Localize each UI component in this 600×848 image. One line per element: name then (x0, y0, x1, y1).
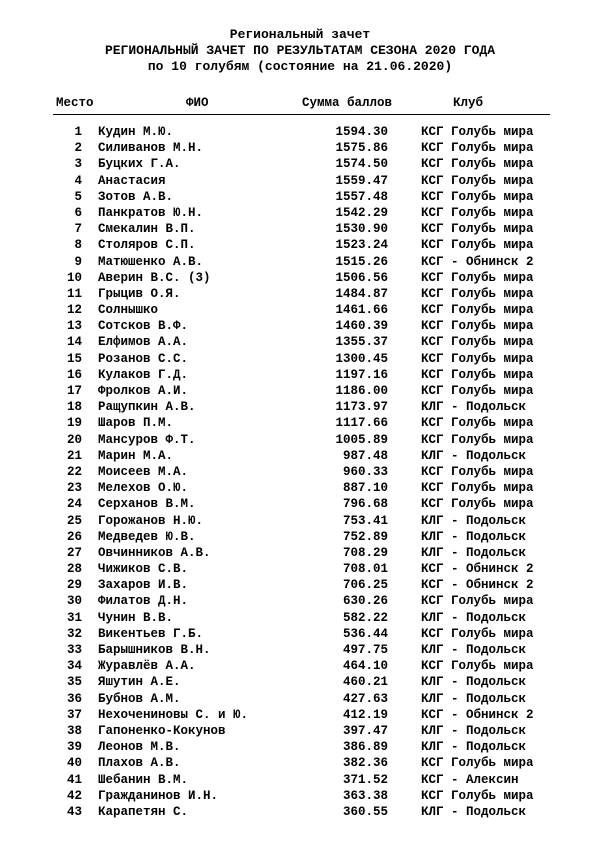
row-score: 1117.66 (335, 416, 388, 431)
row-score: 412.19 (342, 707, 388, 722)
row-name: Бубнов А.М. (98, 691, 181, 706)
row-score: 1005.89 (335, 432, 388, 447)
row-club: КСГ Голубь мира (421, 222, 534, 237)
row-name: Моисеев М.А. (98, 464, 189, 479)
row-score: 397.47 (342, 723, 388, 738)
column-header-score: Сумма баллов (302, 96, 393, 110)
row-name: Горожанов Н.Ю. (98, 513, 204, 528)
row-name: Аверин В.С. (3) (98, 270, 211, 285)
row-place: 14 (66, 335, 82, 350)
results-table (0, 124, 600, 820)
table-row (0, 270, 600, 286)
row-place: 20 (66, 432, 82, 447)
row-name: Смекалин В.П. (98, 222, 196, 237)
row-club: КСГ Голубь мира (421, 432, 534, 447)
row-score: 706.25 (342, 578, 388, 593)
row-club: КСГ Голубь мира (421, 384, 534, 398)
row-score: 1484.87 (335, 286, 388, 301)
row-club: КСГ Голубь мира (421, 238, 534, 253)
row-place: 43 (66, 804, 82, 819)
row-score: 796.68 (342, 497, 388, 512)
row-name: Журавлёв А.А. (98, 659, 196, 674)
row-place: 23 (66, 481, 82, 496)
row-name: Мелехов О.Ю. (98, 481, 189, 496)
row-place: 42 (66, 788, 82, 803)
row-score: 1506.56 (335, 270, 388, 285)
row-place: 4 (74, 173, 82, 188)
row-club: КСГ Голубь мира (421, 659, 534, 674)
row-score: 1542.29 (335, 205, 388, 220)
row-score: 1461.66 (335, 303, 388, 318)
row-place: 10 (66, 270, 82, 285)
row-club: КСГ - Обнинск 2 (421, 254, 534, 269)
row-club: КСГ Голубь мира (421, 270, 534, 285)
row-place: 19 (66, 416, 82, 431)
row-score: 960.33 (342, 464, 388, 479)
row-club: КЛГ - Подольск (421, 448, 527, 463)
row-name: Чунин В.В. (98, 610, 174, 625)
row-score: 1355.37 (335, 335, 388, 350)
row-place: 29 (66, 578, 82, 593)
row-club: КЛГ - Подольск (421, 400, 527, 415)
row-place: 27 (66, 545, 82, 560)
row-club: КСГ Голубь мира (421, 351, 534, 366)
row-score: 1197.16 (335, 367, 388, 382)
row-club: КСГ - Обнинск 2 (421, 562, 534, 577)
row-score: 708.29 (342, 545, 388, 560)
row-place: 28 (66, 562, 82, 577)
row-score: 371.52 (342, 772, 388, 787)
table-row (0, 723, 600, 739)
row-score: 464.10 (342, 659, 388, 674)
row-score: 708.01 (342, 562, 388, 577)
row-name: Викентьев Г.Б. (98, 626, 204, 641)
row-place: 8 (74, 238, 82, 253)
row-club: КСГ Голубь мира (421, 157, 534, 172)
row-place: 18 (66, 400, 82, 415)
row-place: 38 (66, 723, 82, 738)
row-club: КЛГ - Подольск (421, 643, 527, 657)
row-club: КСГ Голубь мира (421, 189, 534, 204)
row-name: Кудин М.Ю. (98, 125, 174, 139)
row-score: 360.55 (342, 804, 388, 819)
row-name: Марин М.А. (98, 448, 174, 463)
row-club: КСГ Голубь мира (421, 141, 534, 156)
row-place: 7 (74, 222, 82, 237)
row-score: 363.38 (342, 788, 388, 803)
row-club: КСГ Голубь мира (421, 367, 534, 382)
table-row (0, 593, 600, 609)
title-line-3: по 10 голубям (состояние на 21.06.2020) (147, 59, 453, 74)
row-name: Матюшенко А.В. (98, 254, 204, 269)
row-place: 1 (74, 125, 82, 139)
table-row (0, 513, 600, 529)
column-header-place: Место (56, 96, 94, 110)
table-row (0, 140, 600, 156)
row-club: КСГ Голубь мира (421, 416, 534, 431)
row-name: Филатов Д.Н. (98, 594, 189, 609)
row-name: Фролков А.И. (98, 384, 189, 398)
table-row (0, 383, 600, 399)
row-name: Шебанин В.М. (98, 772, 189, 787)
row-club: КСГ Голубь мира (421, 303, 534, 318)
row-place: 2 (74, 141, 82, 156)
row-club: КЛГ - Подольск (421, 610, 527, 625)
table-row (0, 772, 600, 788)
row-score: 427.63 (342, 691, 388, 706)
table-row (0, 351, 600, 367)
row-name: Розанов С.С. (98, 351, 189, 366)
row-place: 35 (66, 675, 82, 690)
row-name: Анастасия (98, 173, 166, 188)
row-place: 37 (66, 707, 82, 722)
row-name: Сотсков В.Ф. (98, 319, 189, 334)
row-place: 9 (74, 254, 82, 269)
table-row (0, 302, 600, 318)
row-score: 1523.24 (335, 238, 388, 253)
row-club: КСГ Голубь мира (421, 756, 534, 771)
table-row (0, 642, 600, 658)
row-name: Гапоненко-Кокунов (98, 723, 226, 738)
row-club: КСГ Голубь мира (421, 335, 534, 350)
table-row (0, 367, 600, 383)
row-score: 1575.86 (335, 141, 388, 156)
row-place: 40 (66, 756, 82, 771)
row-club: КЛГ - Подольск (421, 545, 527, 560)
row-club: КСГ - Обнинск 2 (421, 578, 534, 593)
row-name: Серханов В.М. (98, 497, 196, 512)
row-score: 1186.00 (335, 384, 388, 398)
row-score: 1460.39 (335, 319, 388, 334)
row-score: 1173.97 (335, 400, 388, 415)
row-name: Гражданинов И.Н. (98, 788, 219, 803)
table-row (0, 577, 600, 593)
row-name: Панкратов Ю.Н. (98, 205, 204, 220)
table-row (0, 674, 600, 690)
row-place: 3 (74, 157, 82, 172)
row-score: 582.22 (342, 610, 388, 625)
table-row (0, 286, 600, 302)
table-row (0, 205, 600, 221)
row-score: 753.41 (342, 513, 388, 528)
row-name: Кулаков Г.Д. (98, 367, 189, 382)
row-score: 460.21 (342, 675, 388, 690)
table-row (0, 496, 600, 512)
table-row (0, 529, 600, 545)
row-place: 34 (66, 659, 82, 674)
table-row (0, 561, 600, 577)
row-score: 1574.50 (335, 157, 388, 172)
header-divider (53, 114, 550, 115)
title-line-1: Региональный зачет (229, 27, 371, 42)
table-row (0, 804, 600, 820)
table-row (0, 691, 600, 707)
row-place: 11 (66, 286, 82, 301)
row-name: Овчинников А.В. (98, 545, 211, 560)
table-row (0, 156, 600, 172)
row-club: КЛГ - Подольск (421, 691, 527, 706)
row-club: КЛГ - Подольск (421, 529, 527, 544)
row-place: 17 (66, 384, 82, 398)
row-score: 1515.26 (335, 254, 388, 269)
row-place: 31 (66, 610, 82, 625)
table-row (0, 399, 600, 415)
row-place: 25 (66, 513, 82, 528)
column-header-name: ФИО (186, 96, 209, 110)
table-row (0, 432, 600, 448)
row-place: 24 (66, 497, 82, 512)
title-line-2: РЕГИОНАЛЬНЫЙ ЗАЧЕТ ПО РЕЗУЛЬТАТАМ СЕЗОНА 2020 ГОДА (104, 43, 496, 58)
row-name: Солнышко (98, 303, 159, 318)
row-place: 13 (66, 319, 82, 334)
row-score: 1557.48 (335, 189, 388, 204)
row-score: 1300.45 (335, 351, 388, 366)
row-score: 752.89 (342, 529, 388, 544)
row-name: Леонов М.В. (98, 740, 181, 755)
row-score: 987.48 (342, 448, 388, 463)
row-place: 21 (66, 448, 82, 463)
row-name: Яшутин А.Е. (98, 675, 181, 690)
row-club: КСГ Голубь мира (421, 286, 534, 301)
row-club: КСГ Голубь мира (421, 481, 534, 496)
row-score: 1559.47 (335, 173, 388, 188)
table-row (0, 221, 600, 237)
row-name: Ращупкин А.В. (98, 400, 196, 415)
row-name: Барышников В.Н. (98, 643, 211, 657)
row-place: 30 (66, 594, 82, 609)
table-row (0, 448, 600, 464)
row-name: Чижиков С.В. (98, 562, 189, 577)
row-name: Грыцив О.Я. (98, 286, 181, 301)
row-name: Нехочениновы С. и Ю. (98, 707, 249, 722)
table-row (0, 415, 600, 431)
row-club: КСГ Голубь мира (421, 173, 534, 188)
row-name: Захаров И.В. (98, 578, 189, 593)
table-row (0, 464, 600, 480)
row-club: КСГ - Обнинск 2 (421, 707, 534, 722)
row-name: Зотов А.В. (98, 189, 174, 204)
table-row (0, 658, 600, 674)
row-place: 26 (66, 529, 82, 544)
row-club: КСГ Голубь мира (421, 319, 534, 334)
row-club: КСГ Голубь мира (421, 594, 534, 609)
column-header-club: Клуб (453, 96, 484, 110)
table-row (0, 254, 600, 270)
table-row (0, 788, 600, 804)
row-place: 6 (74, 205, 82, 220)
table-row (0, 480, 600, 496)
row-place: 33 (66, 643, 82, 657)
row-name: Карапетян С. (98, 804, 189, 819)
row-club: КЛГ - Подольск (421, 675, 527, 690)
row-place: 39 (66, 740, 82, 755)
row-score: 1530.90 (335, 222, 388, 237)
row-score: 382.36 (342, 756, 388, 771)
row-name: Буцких Г.А. (98, 157, 181, 172)
row-score: 1594.30 (335, 125, 388, 139)
row-place: 22 (66, 464, 82, 479)
table-row (0, 237, 600, 253)
row-club: КСГ Голубь мира (421, 626, 534, 641)
row-club: КСГ Голубь мира (421, 497, 534, 512)
row-club: КЛГ - Подольск (421, 513, 527, 528)
row-score: 630.26 (342, 594, 388, 609)
table-row (0, 124, 600, 140)
row-name: Мансуров Ф.Т. (98, 432, 196, 447)
row-place: 16 (66, 367, 82, 382)
table-row (0, 545, 600, 561)
row-club: КЛГ - Подольск (421, 723, 527, 738)
row-score: 536.44 (342, 626, 388, 641)
row-club: КСГ Голубь мира (421, 464, 534, 479)
table-row (0, 755, 600, 771)
row-club: КЛГ - Подольск (421, 740, 527, 755)
row-place: 32 (66, 626, 82, 641)
table-row (0, 334, 600, 350)
table-row (0, 626, 600, 642)
table-row (0, 739, 600, 755)
table-row (0, 610, 600, 626)
row-name: Елфимов А.А. (98, 335, 189, 350)
row-name: Шаров П.М. (98, 416, 174, 431)
row-club: КСГ - Алексин (421, 772, 519, 787)
table-row (0, 707, 600, 723)
row-name: Столяров С.П. (98, 238, 196, 253)
document-title (0, 27, 600, 75)
row-club: КСГ Голубь мира (421, 125, 534, 139)
row-score: 497.75 (342, 643, 388, 657)
row-place: 5 (74, 189, 82, 204)
table-row (0, 173, 600, 189)
row-name: Медведев Ю.В. (98, 529, 196, 544)
row-club: КЛГ - Подольск (421, 804, 527, 819)
row-club: КСГ Голубь мира (421, 788, 534, 803)
row-name: Плахов А.В. (98, 756, 181, 771)
row-score: 887.10 (342, 481, 388, 496)
row-place: 41 (66, 772, 82, 787)
row-score: 386.89 (342, 740, 388, 755)
table-row (0, 189, 600, 205)
row-place: 12 (66, 303, 82, 318)
row-name: Силиванов М.Н. (98, 141, 204, 156)
row-place: 36 (66, 691, 82, 706)
row-place: 15 (66, 351, 82, 366)
table-row (0, 318, 600, 334)
row-club: КСГ Голубь мира (421, 205, 534, 220)
